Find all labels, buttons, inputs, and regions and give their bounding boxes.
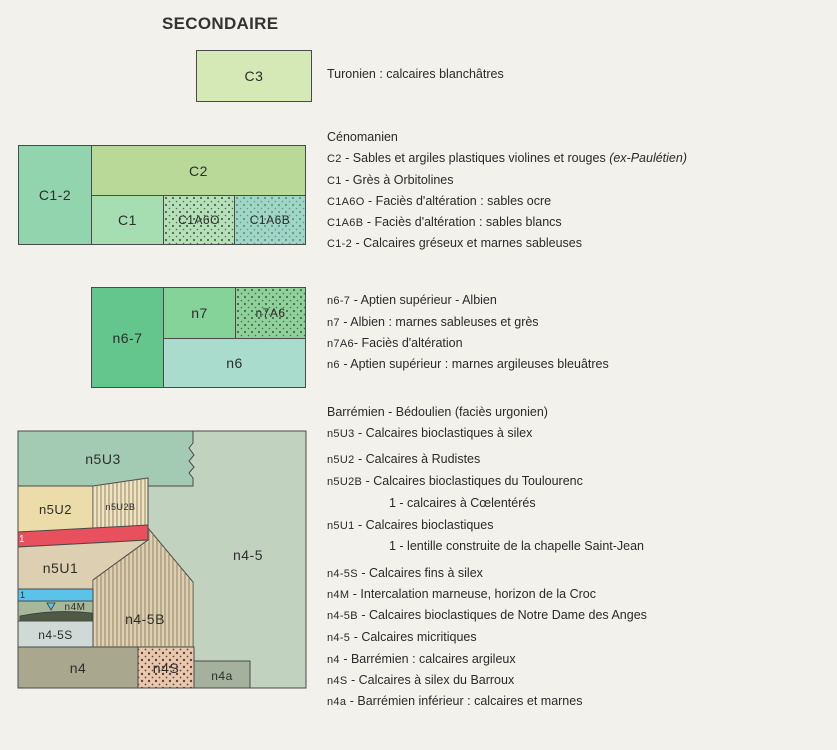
legend-n45b: n4-5B - Calcaires bioclastiques de Notre Dame des Anges bbox=[327, 608, 647, 622]
legend-n4s: n4S - Calcaires à silex du Barroux bbox=[327, 673, 515, 687]
label-n4m: n4M bbox=[64, 602, 86, 613]
legend-n45s: n4-5S - Calcaires fins à silex bbox=[327, 566, 483, 580]
label-c2: C2 bbox=[189, 162, 208, 179]
label-n45b: n4-5B bbox=[125, 611, 165, 627]
legend-n5u2b-sub: 1 - calcaires à Cœlentérés bbox=[389, 496, 536, 510]
label-n4: n4 bbox=[69, 659, 87, 676]
legend-n4a: n4a - Barrémien inférieur : calcaires et marnes bbox=[327, 694, 583, 708]
label-c16b: C1A6B bbox=[249, 213, 291, 227]
legend-n7: n7 - Albien : marnes sableuses et grès bbox=[327, 315, 539, 329]
legend-c1: C1 - Grès à Orbitolines bbox=[327, 173, 454, 187]
label-n7b: n7A6 bbox=[255, 306, 286, 320]
legend-barremien-heading: Barrémien - Bédoulien (faciès urgonien) bbox=[327, 405, 548, 419]
label-c1: C1 bbox=[118, 212, 137, 228]
label-c160: C1A6O bbox=[178, 213, 220, 227]
label-n67: n6-7 bbox=[112, 329, 143, 346]
label-n5u1: n5U1 bbox=[42, 560, 79, 576]
label-blue-1: 1 bbox=[20, 590, 26, 600]
legend-n5u1: n5U1 - Calcaires bioclastiques bbox=[327, 518, 494, 532]
label-c3: C3 bbox=[244, 68, 264, 84]
legend-c12: C1-2 - Calcaires gréseux et marnes sableuses bbox=[327, 236, 583, 250]
legend-c160: C1A6O - Faciès d'altération : sables ocre bbox=[327, 194, 552, 208]
legend-n5u2b: n5U2B - Calcaires bioclastiques du Toulourenc bbox=[327, 474, 583, 488]
legend-n5u2: n5U2 - Calcaires à Rudistes bbox=[327, 452, 481, 466]
section-title: SECONDAIRE bbox=[162, 14, 279, 33]
legend-n4m: n4M - Intercalation marneuse, horizon de la Croc bbox=[327, 587, 596, 601]
legend-cenomanien-heading: Cénomanien bbox=[327, 130, 398, 144]
legend-n4: n4 - Barrémien : calcaires argileux bbox=[327, 652, 516, 666]
label-c12: C1-2 bbox=[38, 187, 72, 203]
label-n4a: n4a bbox=[211, 668, 233, 683]
legend-n6: n6 - Aptien supérieur : marnes argileuses bleuâtres bbox=[327, 357, 609, 371]
legend-turonien: Turonien : calcaires blanchâtres bbox=[327, 67, 504, 81]
legend-n5u3: n5U3 - Calcaires bioclastiques à silex bbox=[327, 426, 533, 440]
label-n5u2b: n5U2B bbox=[105, 502, 136, 512]
legend-n7b: n7A6- Faciès d'altération bbox=[327, 336, 463, 350]
legend-c16b: C1A6B - Faciès d'altération : sables blancs bbox=[327, 215, 562, 229]
legend-n5u1-sub: 1 - lentille construite de la chapelle Saint-Jean bbox=[389, 539, 645, 553]
label-n5u3: n5U3 bbox=[85, 450, 121, 467]
label-red-1: 1 bbox=[19, 533, 26, 545]
label-n45: n4-5 bbox=[232, 547, 264, 563]
legend-c2: C2 - Sables et argiles plastiques violines et rouges (ex-Paulétien) bbox=[327, 151, 688, 165]
label-n5u2: n5U2 bbox=[38, 501, 73, 517]
label-n7: n7 bbox=[191, 305, 208, 321]
label-n45s: n4-5S bbox=[38, 628, 73, 642]
legend-n67: n6-7 - Aptien supérieur - Albien bbox=[327, 293, 497, 307]
legend-n45: n4-5 - Calcaires micritiques bbox=[327, 630, 477, 644]
label-n6: n6 bbox=[226, 355, 243, 371]
label-n4s: n4S bbox=[152, 659, 180, 676]
